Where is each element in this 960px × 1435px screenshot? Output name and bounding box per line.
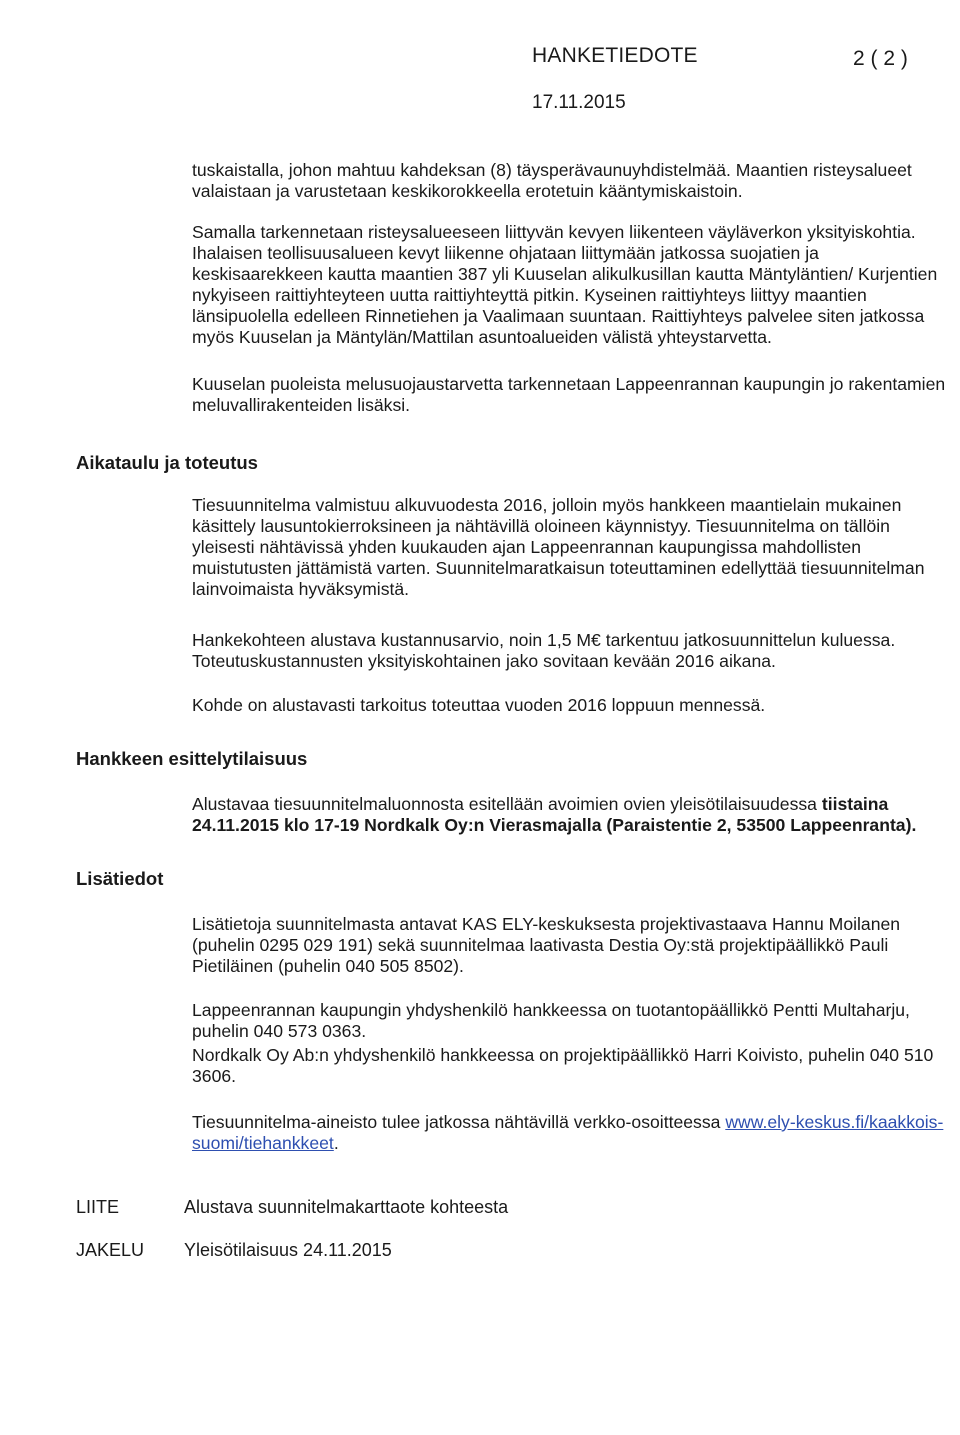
liite-text: Alustava suunnitelmakarttaote kohteesta (184, 1197, 509, 1217)
website-link[interactable]: www.ely-keskus.fi/kaakkois-suomi/tiehankkeet (192, 1112, 944, 1153)
esittely-text: Alustavaa tiesuunnitelmaluonnosta esitellään avoimien ovien yleisötilaisuudessa (192, 794, 822, 814)
lisatiedot-paragraph-3 (192, 1112, 952, 1154)
document-type-title: HANKETIEDOTE (532, 44, 698, 67)
website-period: . (333, 1133, 339, 1153)
jakelu-text: Yleisötilaisuus 24.11.2015 (184, 1240, 392, 1260)
section-heading-esittely: Hankkeen esittelytilaisuus (76, 748, 308, 769)
lisatiedot-paragraph-2b: Nordkalk Oy Ab:n yhdyshenkilö hankkeessa on projektipäällikkö Harri Koivisto, puhelin 040 510 3606. (192, 1045, 934, 1086)
lisatiedot-paragraph-2a: Lappeenrannan kaupungin yhdyshenkilö hankkeessa on tuotantopäällikkö Pentti Multaharju, puhelin 040 573 0363. (192, 1000, 910, 1041)
esittely-event-details: tiistaina 24.11.2015 klo 17-19 Nordkalk Oy:n Vierasmajalla (Paraistentie 2, 53500 Lappeenranta). (192, 794, 917, 835)
aikataulu-paragraph-3: Kohde on alustavasti tarkoitus toteuttaa vuoden 2016 loppuun mennessä. (192, 695, 766, 715)
section-heading-lisatiedot: Lisätiedot (76, 868, 164, 889)
jakelu-label: JAKELU (76, 1240, 145, 1260)
aikataulu-paragraph-2: Hankekohteen alustava kustannusarvio, noin 1,5 M€ tarkentuu jatkosuunnittelun kuluessa. Toteutuskustannusten yksityiskohtainen jako sovitaan kevään 2016 aikana. (192, 630, 896, 671)
document-date: 17.11.2015 (532, 92, 626, 113)
esittely-paragraph (192, 794, 952, 836)
section-heading-aikataulu: Aikataulu ja toteutus (76, 452, 258, 473)
body-paragraph-2: Samalla tarkennetaan risteysalueeseen liittyvän kevyen liikenteen väyläverkon yksityiskohtia. Ihalaisen teollisuusalueen kevyt liikenne ohjataan liittymään jatkossa suojatien ja keskisaarekkeen kautta maantien 387 yli Kuuselan alikulkusillan kautta Mäntyläntien/ Kurjentien nykyiseen raittiyhteyteen uutta raittiyhteyttä pitkin. Kyseinen raittiyhteys liittyy maantien länsipuolella edelleen Rinnetiehen ja Vaalimaan suuntaan. Raittiyhteys palvelee siten jatkossa myös Kuuselan ja Mäntylän/Mattilan asuntoalueiden välistä yhteystarvetta. (192, 222, 938, 347)
liite-label: LIITE (76, 1197, 120, 1217)
lisatiedot-paragraph-1: Lisätietoja suunnitelmasta antavat KAS ELY-keskuksesta projektivastaava Hannu Moilanen (puhelin 0295 029 191) sekä suunnitelmaa laativasta Destia Oy:stä projektipäällikkö Pauli Pietiläinen (puhelin 040 505 8502). (192, 914, 901, 976)
page-number: 2 ( 2 ) (853, 47, 908, 70)
body-paragraph-1: tuskaistalla, johon mahtuu kahdeksan (8) täysperävaunuyhdistelmää. Maantien risteysalueet valaistaan ja varustetaan keskikorokkeella erotetuin kääntymiskaistoin. (192, 160, 912, 201)
body-paragraph-3: Kuuselan puoleista melusuojaustarvetta tarkennetaan Lappeenrannan kaupungin jo rakentamien meluvallirakenteiden lisäksi. (192, 374, 946, 415)
website-intro-text: Tiesuunnitelma-aineisto tulee jatkossa nähtävillä verkko-osoitteessa (192, 1112, 726, 1132)
aikataulu-paragraph-1: Tiesuunnitelma valmistuu alkuvuodesta 2016, jolloin myös hankkeen maantielain mukainen käsittely lausuntokierroksineen ja nähtävillä oloineen käynnistyy. Tiesuunnitelma on tällöin yleisesti nähtävissä yhden kuukauden ajan Lappeenrannan kaupungissa mahdollisten muistutusten jättämistä varten. Suunnitelmaratkaisun toteuttaminen edellyttää tiesuunnitelman lainvoimaista hyväksymistä. (192, 495, 925, 599)
